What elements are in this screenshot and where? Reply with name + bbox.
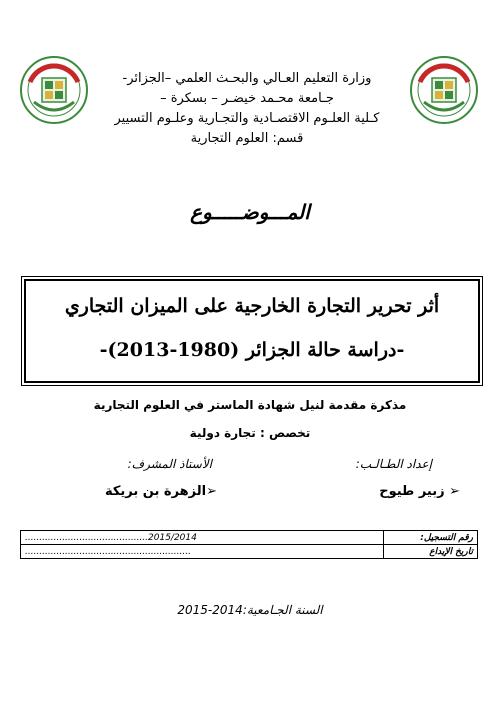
thesis-title: أثر تحرير التجارة الخارجية على الميزان التجاري: [64, 295, 440, 317]
deposit-date-value: ..........................................................: [21, 545, 384, 559]
university-logo-left: [20, 56, 88, 124]
supervisor-label: الأستاذ المشرف:: [127, 457, 212, 471]
title-box: [24, 279, 480, 383]
deposit-date-label: تاريخ الإيداع: [384, 545, 478, 559]
student-name: [379, 484, 460, 499]
specialization: تخصص : تجارة دولية: [189, 426, 311, 440]
supervisor-name: [105, 484, 217, 499]
university-line: جـامعة محـمد خيضـر – بسكرة –: [160, 91, 334, 106]
table-row: [21, 531, 478, 545]
student-name-text: زبير طيوح: [379, 484, 445, 499]
chevron-icon: ➢: [206, 484, 217, 499]
supervisor-name-text: الزهرة بن بريكة: [104, 484, 207, 499]
topic-label: المـــوضـــــوع: [190, 200, 310, 224]
chevron-icon: ➢: [444, 484, 460, 499]
registration-table: [20, 530, 478, 559]
reg-number-value: ...........................................2015/2014: [21, 531, 384, 545]
academic-year: السنة الجـامعية:2014-2015: [177, 603, 323, 617]
ministry-line: وزارة التعليم العـالي والبحـث العلمي –الجزائر-: [122, 71, 372, 86]
memo-statement: مذكرة مقدمة لنيل شهادة الماستر في العلوم التجارية: [93, 398, 407, 412]
table-row: [21, 545, 478, 559]
thesis-subtitle: -دراسة حالة الجزائر (1980-2013)-: [99, 339, 405, 361]
university-logo-right: [410, 56, 478, 124]
faculty-line: كـلية العلـوم الاقتصـادية والتجـارية وعلـوم التسيير: [114, 111, 380, 126]
reg-number-label: رقم التسجيل:: [384, 531, 478, 545]
student-label: إعداد الطـالـب:: [355, 457, 432, 471]
department-line: قسم: العلوم التجارية: [190, 131, 304, 146]
